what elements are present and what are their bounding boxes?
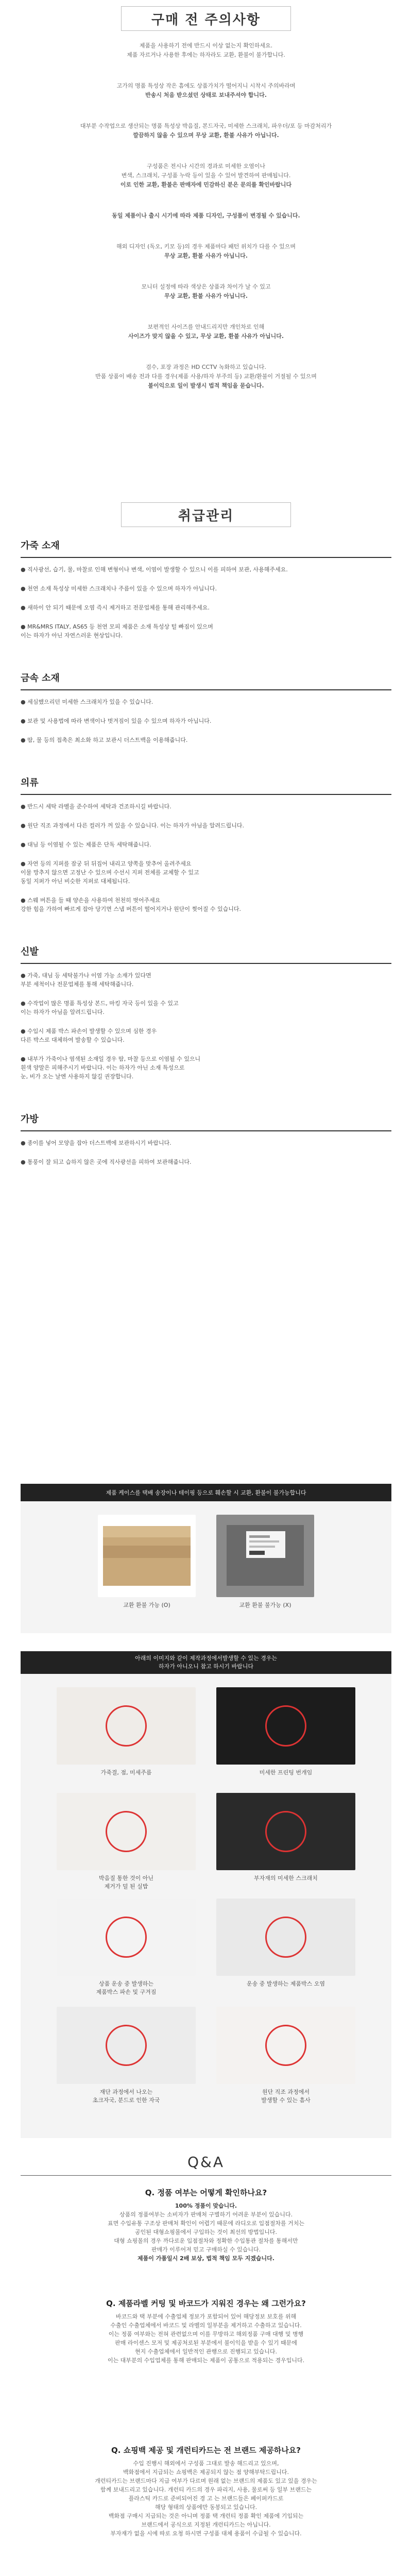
defect-photo: [57, 2007, 196, 2084]
defect-highlight-circle-icon: [265, 1811, 306, 1852]
care-heading: 의류: [21, 777, 39, 788]
defect-highlight-circle-icon: [106, 2025, 147, 2066]
defect-highlight-circle-icon: [265, 1917, 306, 1958]
notice-block: [0, 363, 412, 391]
qa-answer-line: 100% 정품이 맞습니다.: [175, 2202, 237, 2209]
care-paragraph: ● MR&MRS ITALY, AS65 등 천연 모피 제품은 소재 특성상 털 빠짐이 있으며 이는 하자가 아닌 자연스러운 현상입니다.: [21, 623, 213, 639]
defect-caption: 원단 직조 과정에서 발생할 수 있는 흠사: [261, 2089, 311, 2104]
care-section-block: [21, 944, 391, 1081]
qa-answer-line: 수출인 수출업체에서 바코드 및 라벨의 일부분을 제거하고 수출하고 있습니다.: [110, 2322, 302, 2329]
box-ng-caption: 교환 환불 불가능 (X): [239, 1602, 291, 1608]
notice-block: [0, 122, 412, 140]
qa-answer-line: 브랜드에서 공식으로 지정된 개런티카드는 아닙니다.: [141, 2521, 271, 2528]
cardboard-box-icon: [98, 1515, 196, 1597]
defect-highlight-circle-icon: [265, 2025, 306, 2066]
qa-question: Q. 쇼핑백 제공 및 개런티카드는 전 브랜드 제공하나요?: [111, 2446, 301, 2455]
defect-caption: 박음질 통한 것이 아닌 제거가 덜 된 실밥: [98, 1875, 154, 1890]
defect-examples-panel: [21, 1651, 391, 2138]
qa-answer-line: 판매 라이센스 모저 및 제공처로된 부분에서 불이익을 받을 수 있기 때문에: [115, 2340, 297, 2346]
care-paragraph: ● 땀, 물 등의 접촉은 최소화 하고 보관시 더스트백을 이용해줍니다.: [21, 737, 188, 743]
qa-answer-line: 이는 정품 여부와는 전혀 관련없으며 이를 무방하고 해외정품 구매 대행 및 병행: [108, 2331, 304, 2337]
care-paragraph: ● 종이를 넣어 모양을 잡아 더스트백에 보관하시기 바랍니다.: [21, 1140, 171, 1146]
defect-photo: [57, 1687, 196, 1765]
defect-caption: 미세한 프린팅 번개임: [259, 1769, 313, 1776]
notice-line: 이로 인한 교환, 환불은 판매자에 민감하신 분은 문의를 확인바랍니다: [120, 181, 292, 188]
qa-answer: [31, 2201, 381, 2263]
notice-block: [0, 162, 412, 190]
qa-answer-line: 바코드와 택 부분에 수출업체 정보가 포함되어 있어 해당정보 보호를 위해: [115, 2313, 297, 2320]
notice-block: [0, 323, 412, 341]
care-paragraph: ● 스웨 버튼을 들 때 양손을 사용하여 천천히 벗어주세요 강한 힘을 가하여 빠르게 잡아 당기면 스냅 버튼이 떨어지거나 원단이 찢어질 수 있습니다.: [21, 897, 241, 912]
defect-photo: [57, 1899, 196, 1976]
qa-answer-line: 상품의 정품여부는 소비자가 판매처 구별하기 어려운 부분이 있습니다.: [119, 2211, 293, 2218]
purchase-notice-section: [0, 6, 412, 412]
notice-line: 반품 상품이 배송 전과 다를 경우(제품 사용/하자 부주의 등) 교환/환불이 거절될 수 있으며: [95, 373, 317, 380]
care-paragraph: ● 자연 등의 지퍼를 잠궁 뒤 뒤집어 내리고 양쪽을 맞추어 올려주세요 이물 망추지 않으면 고정난 수 있으며 수선시 지퍼 전체를 교체할 수 있고 동일 지퍼가 아닌 비슷한 지퍼로 대체됩니다.: [21, 860, 199, 885]
qa-answer: [31, 2459, 381, 2538]
defect-photo: [216, 1793, 355, 1870]
notice-line: 변색, 스크래치, 구성품 누락 등이 있을 수 있어 발견하여 판매됩니다.: [121, 172, 291, 179]
qa-answer-line: 함께 보내드리고 있습니다. 개런티 카드의 경우 파리지, 사용, 물로써 등 일부 브랜드는: [100, 2486, 312, 2493]
notice-block: [0, 81, 412, 100]
qa-divider: [21, 2175, 391, 2176]
care-paragraph: ● 보관 및 사용법에 따라 변색이나 벗겨짐이 있을 수 있으며 하자가 아닙니다.: [21, 718, 212, 724]
qa-answer-line: 제품이 가품일시 2배 보상, 법적 책임 모두 지겠습니다.: [138, 2255, 274, 2262]
care-paragraph: ● 세심했으리던 미세한 스크래치가 있을 수 있습니다.: [21, 699, 153, 705]
qa-answer-line: 이는 대부분의 수입업체를 통해 판매되는 제품이 공통으로 적용되는 경우입니다.: [107, 2357, 305, 2364]
box-ok-caption: 교환 환불 가능 (O): [123, 1602, 170, 1608]
notice-line: 무상 교환, 환불 사유가 아닙니다.: [164, 252, 248, 259]
qa-answer-line: 개런티카드는 브랜드마다 지급 여부가 다르며 원래 없는 브랜드의 제품도 있고 있을 경우는: [95, 2478, 317, 2484]
care-paragraph: ● 가죽, 대님 등 세탁불가나 이염 가능 소재가 있다면 부분 세척이나 전문업체를 통해 세탁해줍니다.: [21, 972, 151, 988]
qa-title: Q&A: [187, 2154, 225, 2171]
notice-line: 제품을 사용하기 전에 반드시 이상 없는지 확인하세요.: [139, 42, 273, 49]
care-sections: [21, 538, 391, 1177]
qa-answer-line: 대형 쇼핑몰의 경우 까다로운 입점절차와 정확한 수입통관 절차를 통해서만: [114, 2238, 298, 2244]
box-panel-header: 제품 케이스를 택배 송장이나 테이핑 등으로 훼손할 시 교환, 환불이 불가능합니다: [21, 1484, 391, 1501]
defect-caption: 재단 과정에서 나오는 초크자국, 분드로 인한 자국: [92, 2089, 160, 2104]
defect-caption: 운송 중 발생하는 제품박스 오염: [246, 1980, 325, 1987]
defect-photo: [57, 1793, 196, 1870]
notice-line: 무상 교환, 환불 사유가 아닙니다.: [164, 293, 248, 299]
care-heading-rule: [21, 794, 391, 795]
qa-answer-line: 백화점에서 지급되는 쇼핑백은 제공되지 않는 점 양해부탁드립니다.: [123, 2469, 289, 2476]
notice-line: 반송시 처음 받으셨던 상태로 보내주셔야 합니다.: [145, 92, 267, 98]
defect-photo: [216, 2007, 355, 2084]
care-paragraph: ● 직사광선, 습기, 물, 마찰로 인해 변형이나 변색, 이염이 발생할 수 있으니 이를 피하여 보관, 사용해주세요.: [21, 566, 288, 573]
care-paragraph: ● 수입시 제품 박스 파손이 발생할 수 있으며 심한 경우 다른 박스로 대체하여 발송할 수 있습니다.: [21, 1028, 157, 1043]
care-heading-rule: [21, 963, 391, 964]
care-paragraph: ● 원단 직조 과정에서 다른 컬러가 꺼 있을 수 있습니다. 이는 하자가 아님을 알려드립니다.: [21, 822, 244, 829]
notice-block: [0, 211, 412, 221]
care-heading: 가죽 소재: [21, 540, 60, 551]
qa-answer-line: 플라스틱 카드로 준비되어진 경 고 는 브랜드들은 페이퍼카드로: [128, 2495, 284, 2502]
defect-panel-header: 아래의 이미지와 같이 제작과정에서발생할 수 있는 경우는 하자가 아니오니 참고 하시기 바랍니다: [21, 1651, 391, 1674]
notice-line: 불이익으로 일이 발생시 법적 책임을 묻습니다.: [148, 382, 264, 389]
qa-question: Q. 제품라벨 커팅 및 바코드가 지워진 경우는 왜 그런가요?: [106, 2299, 306, 2308]
notice-title: 구매 전 주의사항: [121, 6, 291, 31]
care-heading-rule: [21, 1130, 391, 1131]
defect-caption: 가죽결, 점, 미세주름: [100, 1769, 152, 1776]
notice-line: 구성품은 전시나 시간의 경과로 미세한 오염이나: [146, 163, 265, 170]
care-paragraph: ● 새하이 안 되기 때문에 오염 즉시 제거하고 전문업체를 통해 관리해주세요.: [21, 604, 210, 611]
care-paragraph: ● 수작업이 많은 명품 특성상 본드, 마킹 자국 등이 있을 수 있고 이는 하자가 아님을 알려드립니다.: [21, 1000, 179, 1015]
care-section-block: [21, 775, 391, 913]
qa-answer-line: 부자재가 없을 시에 따로 요청 하시면 구성품 대체 용품이 수급될 수 있습니다.: [110, 2530, 302, 2537]
qa-answer-line: 현지 수출업체에서 일반적인 관행으로 진행되고 있습니다.: [134, 2348, 277, 2355]
care-heading: 금속 소재: [21, 673, 60, 684]
qa-question: Q. 정품 여부는 어떻게 확인하나요?: [145, 2188, 267, 2197]
defect-highlight-circle-icon: [106, 1705, 147, 1747]
care-paragraph: ● 천연 소재 특성상 미세한 스크래치나 주름이 있을 수 있으며 하자가 아닙니다.: [21, 585, 217, 592]
defect-highlight-circle-icon: [106, 1811, 147, 1852]
defect-highlight-circle-icon: [265, 1705, 306, 1747]
defect-photo: [216, 1899, 355, 1976]
qa-answer-line: 표면 수입유통 구조상 판매처 확인이 어렵기 때문에 라디오로 입점절차를 거치는: [107, 2220, 305, 2227]
care-section-block: [21, 671, 391, 744]
notice-line: 사이즈가 맞지 않을 수 있고, 무상 교환, 환불 사유가 아닙니다.: [128, 333, 284, 340]
care-paragraph: ● 대님 등 이염될 수 있는 제품은 단독 세탁해줍니다.: [21, 841, 151, 848]
care-heading: 신발: [21, 946, 39, 957]
notice-line: 동일 제품이나 출시 시기에 따라 제품 디자인, 구성품이 변경될 수 있습니다.: [112, 212, 300, 219]
defect-caption: 부자재의 미세한 스크래치: [254, 1875, 318, 1882]
care-paragraph: ● 반드시 세탁 라벨을 준수하여 세탁과 건조하시길 바랍니다.: [21, 803, 171, 810]
notice-line: 제품 자르거나 사용한 후에는 하자라도 교환, 환불이 불가합니다.: [127, 52, 285, 58]
care-section-block: [21, 1112, 391, 1166]
notice-line: 고가의 명품 특성상 작은 흠에도 상품가치가 떨어지니 시착시 주의바라며: [116, 82, 296, 89]
defect-highlight-circle-icon: [106, 1917, 147, 1958]
defect-caption: 상품 운송 중 발생하는 제품박스 파손 및 구겨짐: [96, 1980, 157, 1995]
box-condition-panel: [21, 1484, 391, 1633]
notice-line: 검수, 포장 과정은 HD CCTV 녹화하고 있습니다.: [146, 364, 266, 370]
qa-answer-line: 수입 진행시 해외에서 구성품 그대로 발송 해드리고 있으며,: [133, 2460, 279, 2467]
care-title: 취급관리: [121, 502, 291, 527]
notice-block: [0, 41, 412, 60]
box-ok-photo: [98, 1515, 196, 1597]
notice-line: 해외 디자인 (독오, 키모 등)의 경우 제품마다 패턴 위치가 다를 수 있으며: [116, 243, 296, 250]
qa-answer-line: 공인된 대형쇼핑몰에서 구입하는 것이 최선의 방법입니다.: [134, 2229, 277, 2235]
defect-photo: [216, 1687, 355, 1765]
notice-blocks: [0, 41, 412, 391]
box-ng-photo: [216, 1515, 314, 1597]
notice-line: 대부분 수작업으로 생산되는 명품 특성상 박음질, 본드자국, 미세한 스크래치, 파우더/포 등 마감처리가: [80, 123, 332, 129]
notice-line: 모니터 설정에 따라 색상은 상품과 차이가 날 수 있고: [141, 283, 271, 290]
qa-answer-line: 백화점 구매시 지급되는 것은 아니며 정품 택 개런티 정품 확인 제품에 기입되는: [108, 2513, 304, 2519]
qa-answer: [31, 2312, 381, 2365]
care-heading-rule: [21, 557, 391, 558]
care-paragraph: ● 통풍이 잘 되고 습하지 않은 곳에 직사광선을 피하여 보관해줍니다.: [21, 1159, 192, 1165]
notice-line: 깔끔하지 않을 수 있으며 무상 교환, 환불 사유가 아닙니다.: [133, 132, 279, 139]
labeled-box-icon: [216, 1515, 314, 1597]
care-paragraph: ● 내부가 가죽이나 염색된 소재일 경우 땀, 마찰 등으로 이염될 수 있으니 흰색 양말은 피해주시기 바랍니다. 이는 하자가 아닌 소재 특성으로 눈, 비가 오는 날엔 사용하지 않길 권장합니다.: [21, 1056, 201, 1080]
notice-block: [0, 242, 412, 261]
qa-answer-line: 해당 형태의 상품에만 동봉되고 있습니다.: [154, 2504, 258, 2511]
care-section-block: [21, 538, 391, 640]
care-heading-rule: [21, 689, 391, 690]
qa-answer-line: 판매가 이루어져 믿고 구매하실 수 있습니다.: [151, 2246, 261, 2253]
care-heading: 가방: [21, 1114, 39, 1125]
care-section: [0, 502, 412, 527]
notice-line: 보편적인 사이즈를 안내드리지만 개인차로 인해: [147, 324, 265, 330]
notice-block: [0, 282, 412, 301]
